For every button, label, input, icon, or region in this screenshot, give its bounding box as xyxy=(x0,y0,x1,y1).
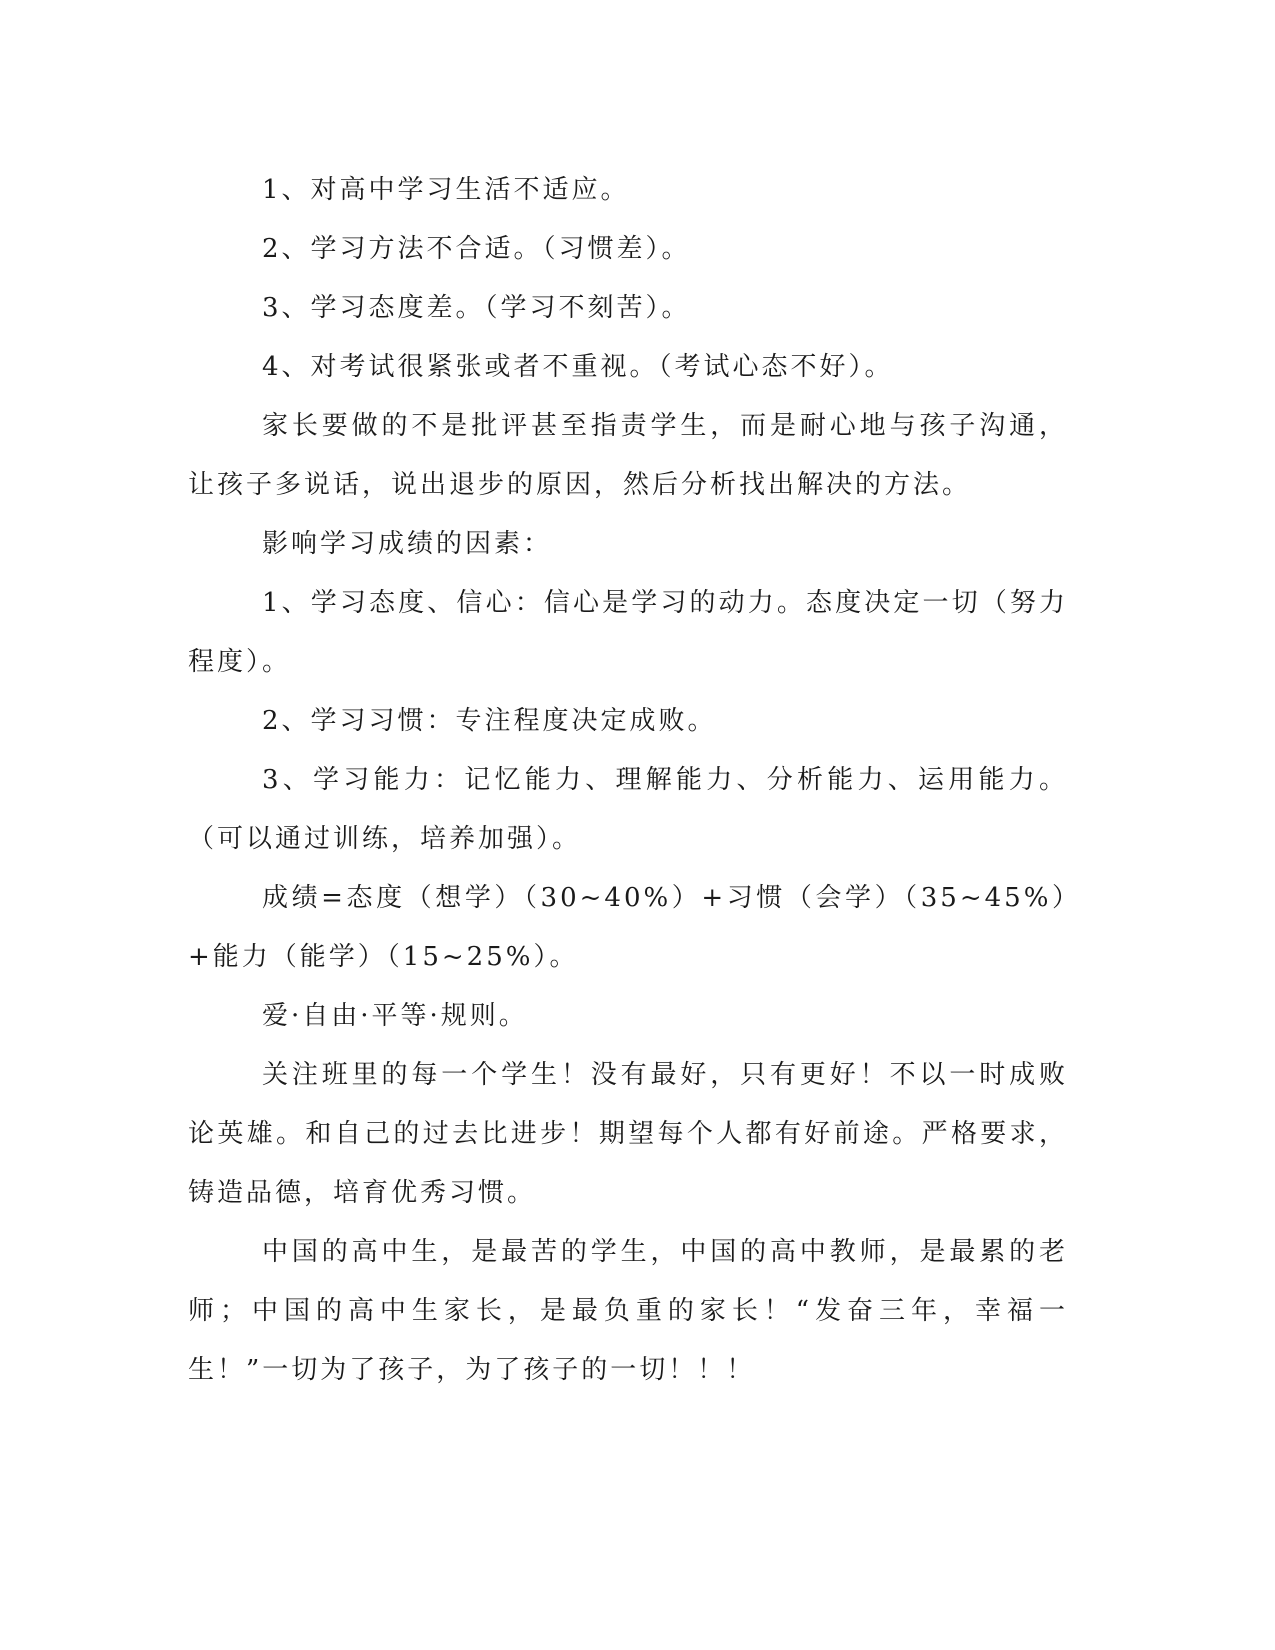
paragraph-8: 2、学习习惯：专注程度决定成败。 xyxy=(262,706,717,736)
paragraph-11: 爱·自由·平等·规则。 xyxy=(262,1001,528,1031)
paragraph-9: 3、学习能力：记忆能力、理解能力、分析能力、运用能力。（可以通过训练，培养加强）。 xyxy=(188,765,1068,854)
paragraph-4: 4、对考试很紧张或者不重视。（考试心态不好）。 xyxy=(262,352,894,382)
paragraph-12: 关注班里的每一个学生！没有最好，只有更好！不以一时成败论英雄。和自己的过去比进步！期望每个人都有好前途。严格要求，铸造品德，培育优秀习惯。 xyxy=(188,1060,1068,1208)
paragraph-6: 影响学习成绩的因素： xyxy=(262,529,553,559)
paragraph-2: 2、学习方法不合适。（习惯差）。 xyxy=(262,234,691,264)
paragraph-3: 3、学习态度差。（学习不刻苦）。 xyxy=(262,293,691,323)
paragraph-7: 1、学习态度、信心：信心是学习的动力。态度决定一切（努力程度）。 xyxy=(188,588,1068,677)
paragraph-5: 家长要做的不是批评甚至指责学生，而是耐心地与孩子沟通，让孩子多说话，说出退步的原因，然后分析找出解决的方法。 xyxy=(188,411,1068,500)
paragraph-13: 中国的高中生，是最苦的学生，中国的高中教师，是最累的老师；中国的高中生家长，是最负重的家长！“发奋三年，幸福一生！”一切为了孩子，为了孩子的一切！！！ xyxy=(188,1237,1068,1385)
paragraph-10: 成绩=态度（想学）（30~40%）+习惯（会学）（35~45%）+能力（能学）（15~25%）。 xyxy=(188,883,1068,972)
paragraph-1: 1、对高中学习生活不适应。 xyxy=(262,175,630,205)
